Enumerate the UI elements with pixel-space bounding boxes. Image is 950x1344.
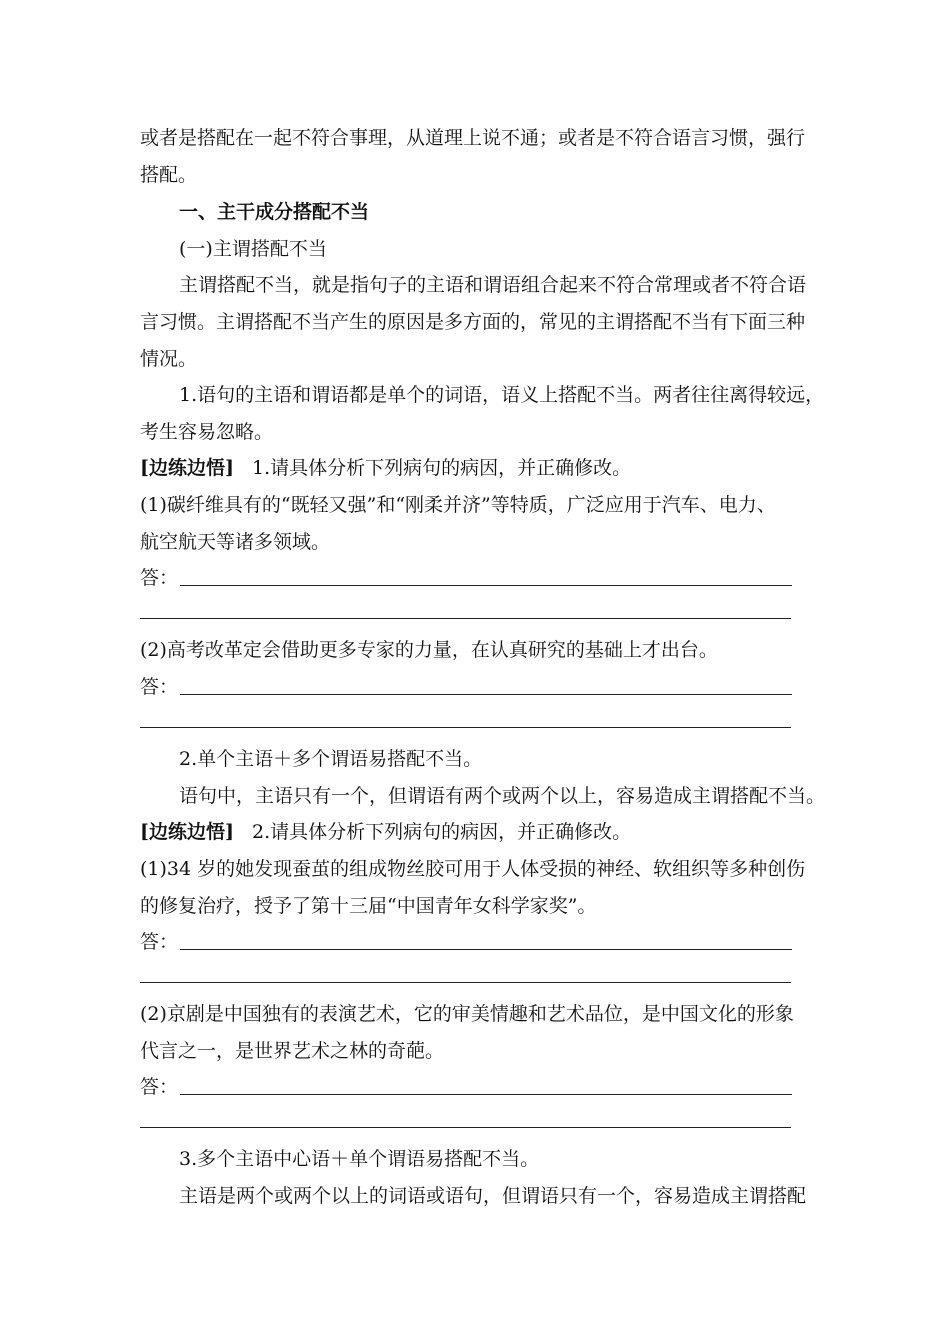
answer-label: 答： <box>140 676 179 698</box>
answer-label: 答： <box>140 567 179 589</box>
exercise2-q1-line-1: (1)34 岁的她发现蚕茧的组成物丝胶可用于人体受损的神经、软组织等多种创伤 <box>140 858 806 880</box>
exercise2-prompt: 2.请具体分析下列病句的病因，并正确修改。 <box>251 821 632 843</box>
exercise1-q1-line-1: (1)碳纤维具有的“既轻又强”和“刚柔并济”等特质，广泛应用于汽车、电力、 <box>140 494 776 516</box>
point3-desc: 主语是两个或两个以上的词语或语句，但谓语只有一个，容易造成主谓搭配 <box>179 1185 807 1207</box>
exercise1-q1-line-2: 航空航天等诸多领域。 <box>140 531 331 553</box>
subsection-heading: (一)主谓搭配不当 <box>179 238 327 260</box>
definition-line-3: 情况。 <box>140 348 198 370</box>
exercise2-q2-line-1: (2)京剧是中国独有的表演艺术，它的审美情趣和艺术品位，是中国文化的形象 <box>140 1003 794 1025</box>
practice-tag: [边练边悟] <box>140 821 234 843</box>
answer-line-continuation[interactable] <box>140 727 791 728</box>
point2-desc: 语句中，主语只有一个，但谓语有两个或两个以上，容易造成主谓搭配不当。 <box>179 785 826 807</box>
answer-label: 答： <box>140 931 179 953</box>
answer-field-1a[interactable] <box>140 566 830 590</box>
section-heading: 一、主干成分搭配不当 <box>179 201 370 223</box>
intro-line-2: 搭配。 <box>140 164 198 186</box>
answer-line[interactable] <box>180 585 792 586</box>
point2-title: 2.单个主语＋多个谓语易搭配不当。 <box>179 748 483 770</box>
answer-line[interactable] <box>180 949 792 950</box>
exercise1-q2-line-1: (2)高考改革定会借助更多专家的力量，在认真研究的基础上才出台。 <box>140 639 718 661</box>
practice-tag: [边练边悟] <box>140 457 234 479</box>
point1-line-2: 考生容易忽略。 <box>140 421 274 443</box>
answer-line-continuation[interactable] <box>140 982 791 983</box>
answer-label: 答： <box>140 1076 179 1098</box>
answer-line[interactable] <box>180 1094 792 1095</box>
answer-field-2a[interactable] <box>140 930 830 954</box>
answer-line-continuation[interactable] <box>140 618 791 619</box>
intro-line-1: 或者是搭配在一起不符合事理，从道理上说不通；或者是不符合语言习惯，强行 <box>140 127 806 149</box>
answer-line[interactable] <box>180 694 792 695</box>
exercise2-header <box>140 820 830 844</box>
answer-line-continuation[interactable] <box>140 1127 791 1128</box>
exercise1-header <box>140 456 830 480</box>
point1-line-1: 1.语句的主语和谓语都是单个的词语，语义上搭配不当。两者往往离得较远， <box>179 384 825 406</box>
answer-field-2b[interactable] <box>140 1075 830 1099</box>
exercise2-q1-line-2: 的修复治疗，授予了第十三届“中国青年女科学家奖”。 <box>140 895 597 917</box>
definition-line-2: 言习惯。主谓搭配不当产生的原因是多方面的，常见的主谓搭配不当有下面三种 <box>140 311 806 333</box>
answer-field-1b[interactable] <box>140 675 830 699</box>
exercise2-q2-line-2: 代言之一，是世界艺术之林的奇葩。 <box>140 1040 445 1062</box>
definition-line-1: 主谓搭配不当，就是指句子的主语和谓语组合起来不符合常理或者不符合语 <box>179 274 807 296</box>
point3-title: 3.多个主语中心语＋单个谓语易搭配不当。 <box>179 1148 540 1170</box>
exercise1-prompt: 1.请具体分析下列病句的病因，并正确修改。 <box>251 457 632 479</box>
